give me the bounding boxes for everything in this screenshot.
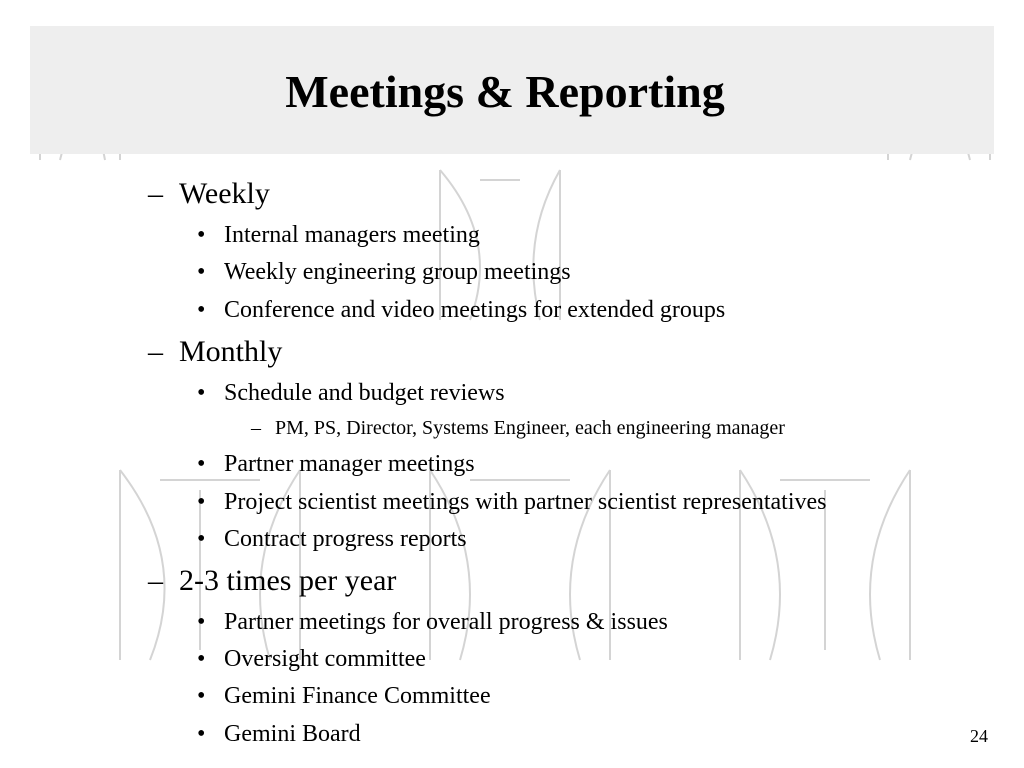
bullet-marker: • [197,222,206,248]
bullet-marker: • [197,451,206,477]
bullet-marker: • [197,721,206,747]
page-number: 24 [970,726,988,746]
list-item-text: Contract progress reports [224,526,467,552]
dash-marker: – [251,417,261,439]
list-item-text: Schedule and budget reviews [224,380,505,406]
section-heading-text: Monthly [179,335,283,368]
list-item-text: Gemini Board [224,721,361,747]
dash-marker: – [148,177,163,210]
list-item-text: Internal managers meeting [224,222,480,248]
list-item-text: Partner meetings for overall progress & issues [224,609,668,635]
bullet-marker: • [197,259,206,285]
bullet-marker: • [197,646,206,672]
bullet-marker: • [197,380,206,406]
bullet-marker: • [197,297,206,323]
list-item-text: Conference and video meetings for extended groups [224,297,726,323]
bullet-marker: • [197,526,206,552]
list-item-text: Weekly engineering group meetings [224,259,571,285]
list-item-text: Project scientist meetings with partner scientist representatives [224,489,827,515]
bullet-marker: • [197,683,206,709]
slide-title: Meetings & Reporting [285,66,725,117]
section-heading-text: Weekly [179,177,270,210]
list-item-text: Oversight committee [224,646,426,672]
bullet-marker: • [197,489,206,515]
bullet-marker: • [197,609,206,635]
section-heading-text: 2-3 times per year [179,564,397,597]
list-item-text: Gemini Finance Committee [224,683,491,709]
list-item-text: Partner manager meetings [224,451,475,477]
sub-list-item-text: PM, PS, Director, Systems Engineer, each engineering manager [275,417,785,439]
dash-marker: – [148,564,163,597]
dash-marker: – [148,335,163,368]
